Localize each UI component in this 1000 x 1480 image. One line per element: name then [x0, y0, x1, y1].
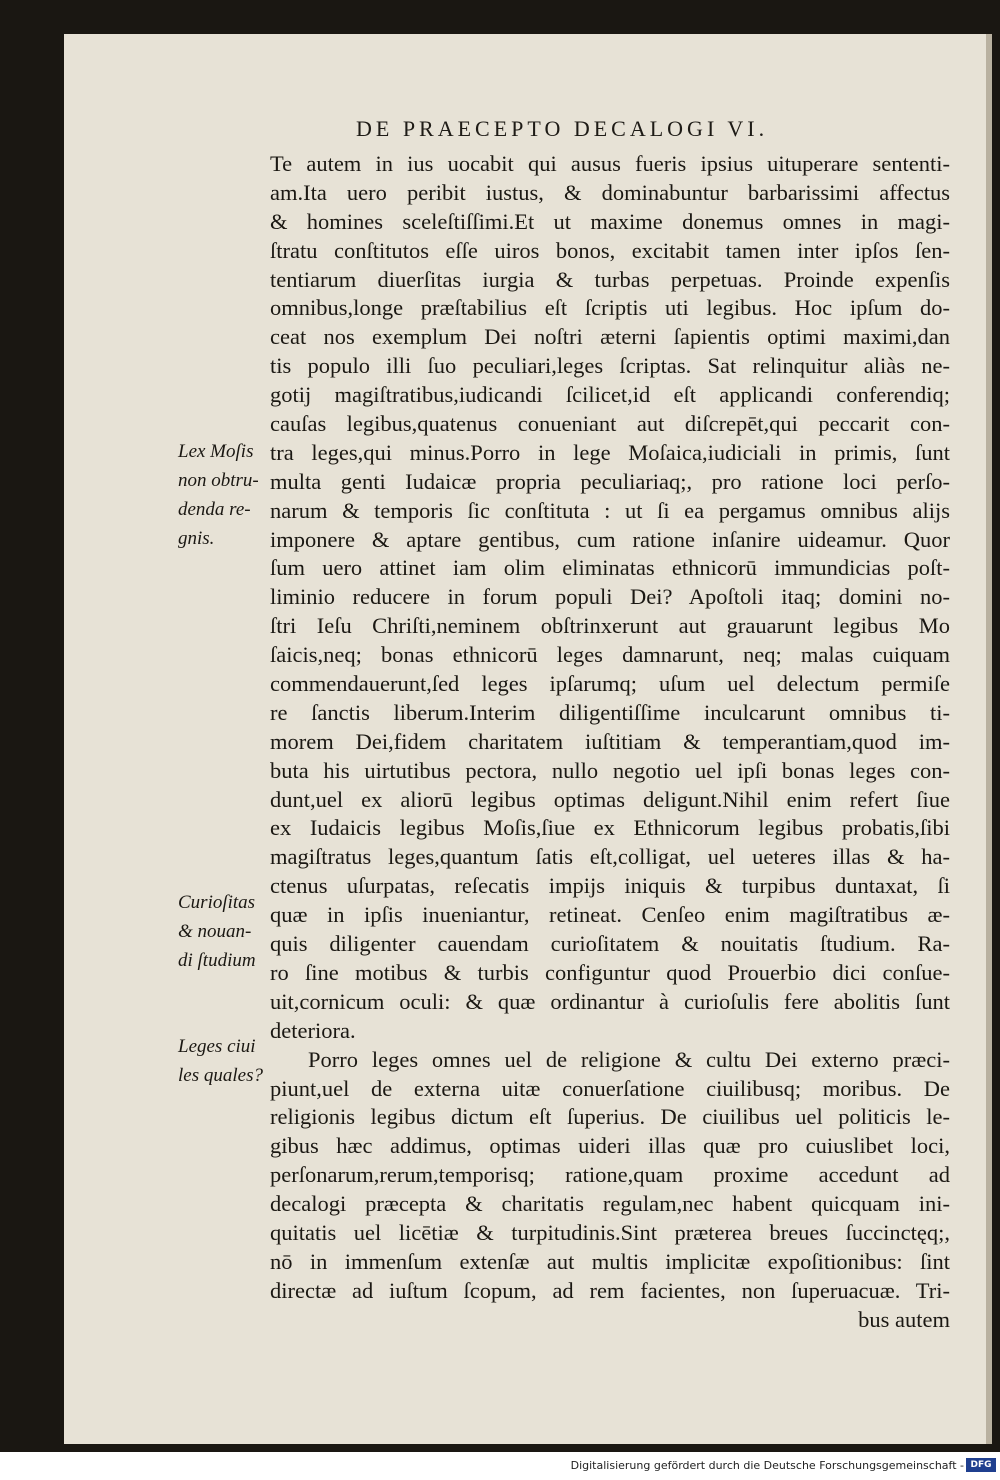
text-line: ceat nos exemplum Dei noſtri æterni ſapientis optimi maximi,dan — [270, 324, 950, 350]
marginal-note-lex-mosis — [178, 438, 278, 554]
text-line: magiſtratus leges,quantum ſatis eſt,colligat, uel ueteres illas & ha- — [270, 844, 950, 870]
text-line: am.Ita uero peribit iustus, & dominabuntur barbarissimi affectus — [270, 179, 950, 205]
text-line: tis populo illi ſuo peculiari,leges ſcriptas. Sat relinquitur aliàs ne- — [270, 353, 950, 379]
marginal-line: di ſtudium — [178, 949, 256, 971]
text-line: Porro leges omnes uel de religione & cultu Dei externo præci- — [308, 1046, 950, 1072]
text-line: dunt,uel ex aliorū legibus optimas deligunt.Nihil enim refert ſiue — [270, 786, 950, 812]
text-line: deteriora. — [270, 1017, 356, 1043]
text-line: ſtratu conſtitutos eſſe uiros bonos, excitabit tamen inter ipſos ſen- — [270, 237, 950, 263]
marginal-line: Leges ciui — [178, 1036, 256, 1057]
text-line: decalogi præcepta & charitatis regulam,nec habent quicquam ini- — [270, 1191, 950, 1217]
text-line: tra leges,qui minus.Porro in lege Moſaica,iudiciali in primis, ſunt — [270, 439, 950, 465]
text-line: ſaicis,neq; bonas ethnicorū leges damnarunt, neq; malas cuiquam — [270, 642, 950, 668]
text-line: imponere & aptare gentibus, cum ratione inſanire uideamur. Quor — [270, 526, 950, 552]
text-line: ex Iudaicis legibus Moſis,ſiue ex Ethnicorum legibus probatis,ſibi — [270, 815, 950, 841]
text-line: ſum uero attinet iam olim eliminatas ethnicorū immundicias poſt- — [270, 555, 950, 581]
funding-credit: Digitalisierung gefördert durch die Deutsche Forschungsgemeinschaft - — [570, 1459, 964, 1472]
marginal-line: gnis. — [178, 527, 215, 549]
marginal-note-curiositas — [178, 889, 278, 976]
text-line: religionis legibus dictum eſt ſuperius. De ciuilibus uel politicis le- — [270, 1104, 950, 1130]
marginal-line: les quales? — [178, 1064, 263, 1086]
text-line: tentiarum diuerſitas iurgia & turbas perpetuas. Proinde expenſis — [270, 266, 950, 292]
text-line: liminio reducere in forum populi Dei? Apoſtoli itaq; domini no- — [270, 584, 950, 610]
text-line: Te autem in ius uocabit qui ausus fueris ipsius uituperare sententi- — [270, 151, 950, 176]
dfg-logo-icon: DFG — [966, 1458, 996, 1472]
text-line: quis diligenter cauendam curioſitatem & nouitatis ſtudium. Ra- — [270, 931, 950, 957]
text-line: piunt,uel de externa uitæ conuerſatione ciuilibusq; moribus. De — [270, 1075, 950, 1101]
text-line: morem Dei,fidem charitatem iuſtitiam & temperantiam,quod im- — [270, 728, 950, 754]
text-line: cauſas legibus,quatenus conueniant aut diſcrepēt,qui peccarit con- — [270, 411, 950, 437]
running-header: DE PRAECEPTO DECALOGI VI. — [356, 116, 769, 141]
text-line: ro ſine motibus & turbis configuntur quod Prouerbio dici conſue- — [270, 959, 950, 985]
text-line: quitatis uel licētiæ & turpitudinis.Sint præterea breues ſuccinctęq;, — [270, 1219, 950, 1245]
main-text-block — [270, 150, 950, 1335]
text-line: gotij magiſtratibus,iudicandi ſcilicet,id eſt applicandi conferendiq; — [270, 382, 950, 408]
text-line: quæ in ipſis inueniantur, retineat. Cenſeo enim magiſtratibus æ- — [270, 902, 950, 928]
text-line: narum & temporis ſic conſtituta : ut ſi ea pergamus omnibus alijs — [270, 497, 950, 523]
text-line: commendauerunt,ſed leges ipſarumq; uſum uel delectum permiſe — [270, 671, 950, 697]
text-line: gibus hæc addimus, optimas uideri illas quæ pro cuiuslibet loci, — [270, 1133, 950, 1159]
text-line: re ſanctis liberum.Interim diligentiſſime inculcarunt omnibus ti- — [270, 699, 950, 725]
text-line: multa genti Iudaicæ propria peculiariaq;, pro ratione loci perſo- — [270, 468, 950, 494]
text-line: nō in immenſum extenſæ aut multis implicitæ expoſitionibus: ſint — [270, 1248, 950, 1274]
marginal-line: Curioſitas — [178, 892, 256, 913]
text-line: omnibus,longe præſtabilius eſt ſcriptis uti legibus. Hoc ipſum do- — [270, 295, 950, 321]
digitization-footer — [0, 1452, 1000, 1480]
text-line: perſonarum,rerum,temporisq; ratione,quam proxime accedunt ad — [270, 1162, 950, 1188]
marginal-line: denda re- — [178, 498, 251, 520]
marginal-note-leges-ciuiles — [178, 1033, 278, 1091]
marginal-line: & nouan- — [178, 920, 252, 942]
marginal-line: Lex Moſis — [178, 441, 254, 462]
marginal-line: non obtru- — [178, 469, 259, 491]
text-line: directæ ad iuſtum ſcopum, ad rem facientes, non ſuperuacuæ. Tri- — [270, 1277, 950, 1303]
text-line: ſtri Ieſu Chriſti,neminem obſtrinxerunt aut grauarunt legibus Mo — [270, 613, 950, 639]
text-line: & homines sceleſtiſſimi.Et ut maxime donemus omnes in magi- — [270, 208, 950, 234]
text-line: bus autem — [858, 1306, 950, 1332]
text-line: buta his uirtutibus pectora, nullo negotio uel ipſi bonas leges con- — [270, 757, 950, 783]
text-line: ctenus uſurpatas, reſecatis impijs iniquis & turpibus duntaxat, ſi — [270, 873, 950, 899]
text-line: uit,cornicum oculi: & quæ ordinantur à curioſulis fere abolitis ſunt — [270, 988, 950, 1014]
